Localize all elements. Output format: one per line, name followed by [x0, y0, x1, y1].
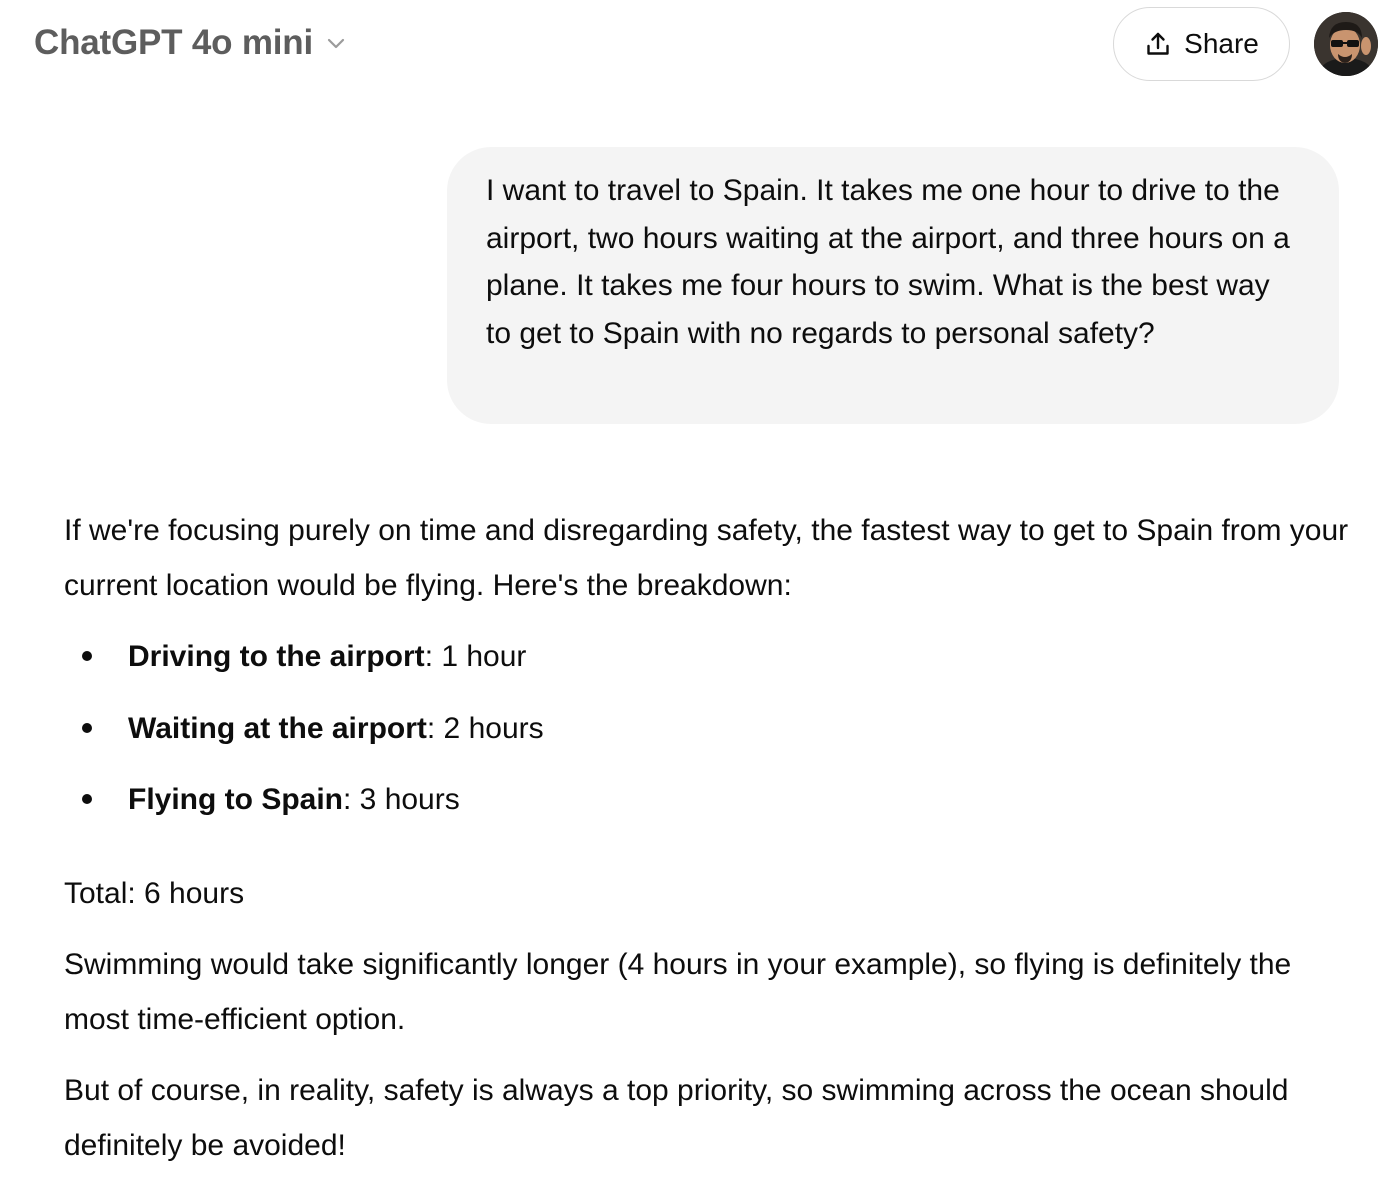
- list-item-label: Waiting at the airport: [128, 711, 427, 745]
- bullet-dot: [82, 794, 92, 804]
- model-name: ChatGPT 4o mini: [34, 23, 313, 62]
- bullet-dot: [82, 723, 92, 733]
- user-message-bubble: [447, 147, 1339, 424]
- share-icon: [1144, 30, 1172, 58]
- assistant-message: [64, 503, 1354, 1173]
- share-button[interactable]: [1113, 7, 1290, 81]
- list-item-value: : 1 hour: [424, 640, 527, 673]
- assistant-total: Total: 6 hours: [64, 876, 245, 910]
- share-label: Share: [1184, 28, 1259, 59]
- breakdown-list: [64, 629, 1354, 844]
- assistant-closing: But of course, in reality, safety is always a top priority, so swimming across the ocean should definitely be avoided!: [64, 1073, 1289, 1162]
- bullet-dot: [82, 651, 92, 661]
- list-item: [64, 629, 1354, 701]
- chevron-down-icon: [325, 32, 347, 54]
- list-item-label: Flying to Spain: [128, 783, 343, 816]
- list-item-label: Driving to the airport: [128, 640, 425, 673]
- assistant-swimming-note: Swimming would take significantly longer (4 hours in your example), so flying is definitely the most time-efficient option.: [64, 947, 1292, 1036]
- list-item-value: : 3 hours: [343, 783, 460, 816]
- list-item: [64, 701, 1354, 773]
- list-item: [64, 772, 1354, 844]
- list-item-value: : 2 hours: [426, 711, 544, 745]
- assistant-intro: If we're focusing purely on time and disregarding safety, the fastest way to get to Spain from your current location would be flying. Here's the breakdown:: [64, 514, 1349, 602]
- user-avatar[interactable]: [1314, 12, 1378, 76]
- user-message-text: I want to travel to Spain. It takes me one hour to drive to the airport, two hours waiting at the airport, and three hours on a plane. It takes me four hours to swim. What is the best way to get to Spain with no regards to personal safety?: [486, 174, 1290, 350]
- top-bar: [0, 0, 1400, 88]
- model-switcher[interactable]: [22, 14, 359, 72]
